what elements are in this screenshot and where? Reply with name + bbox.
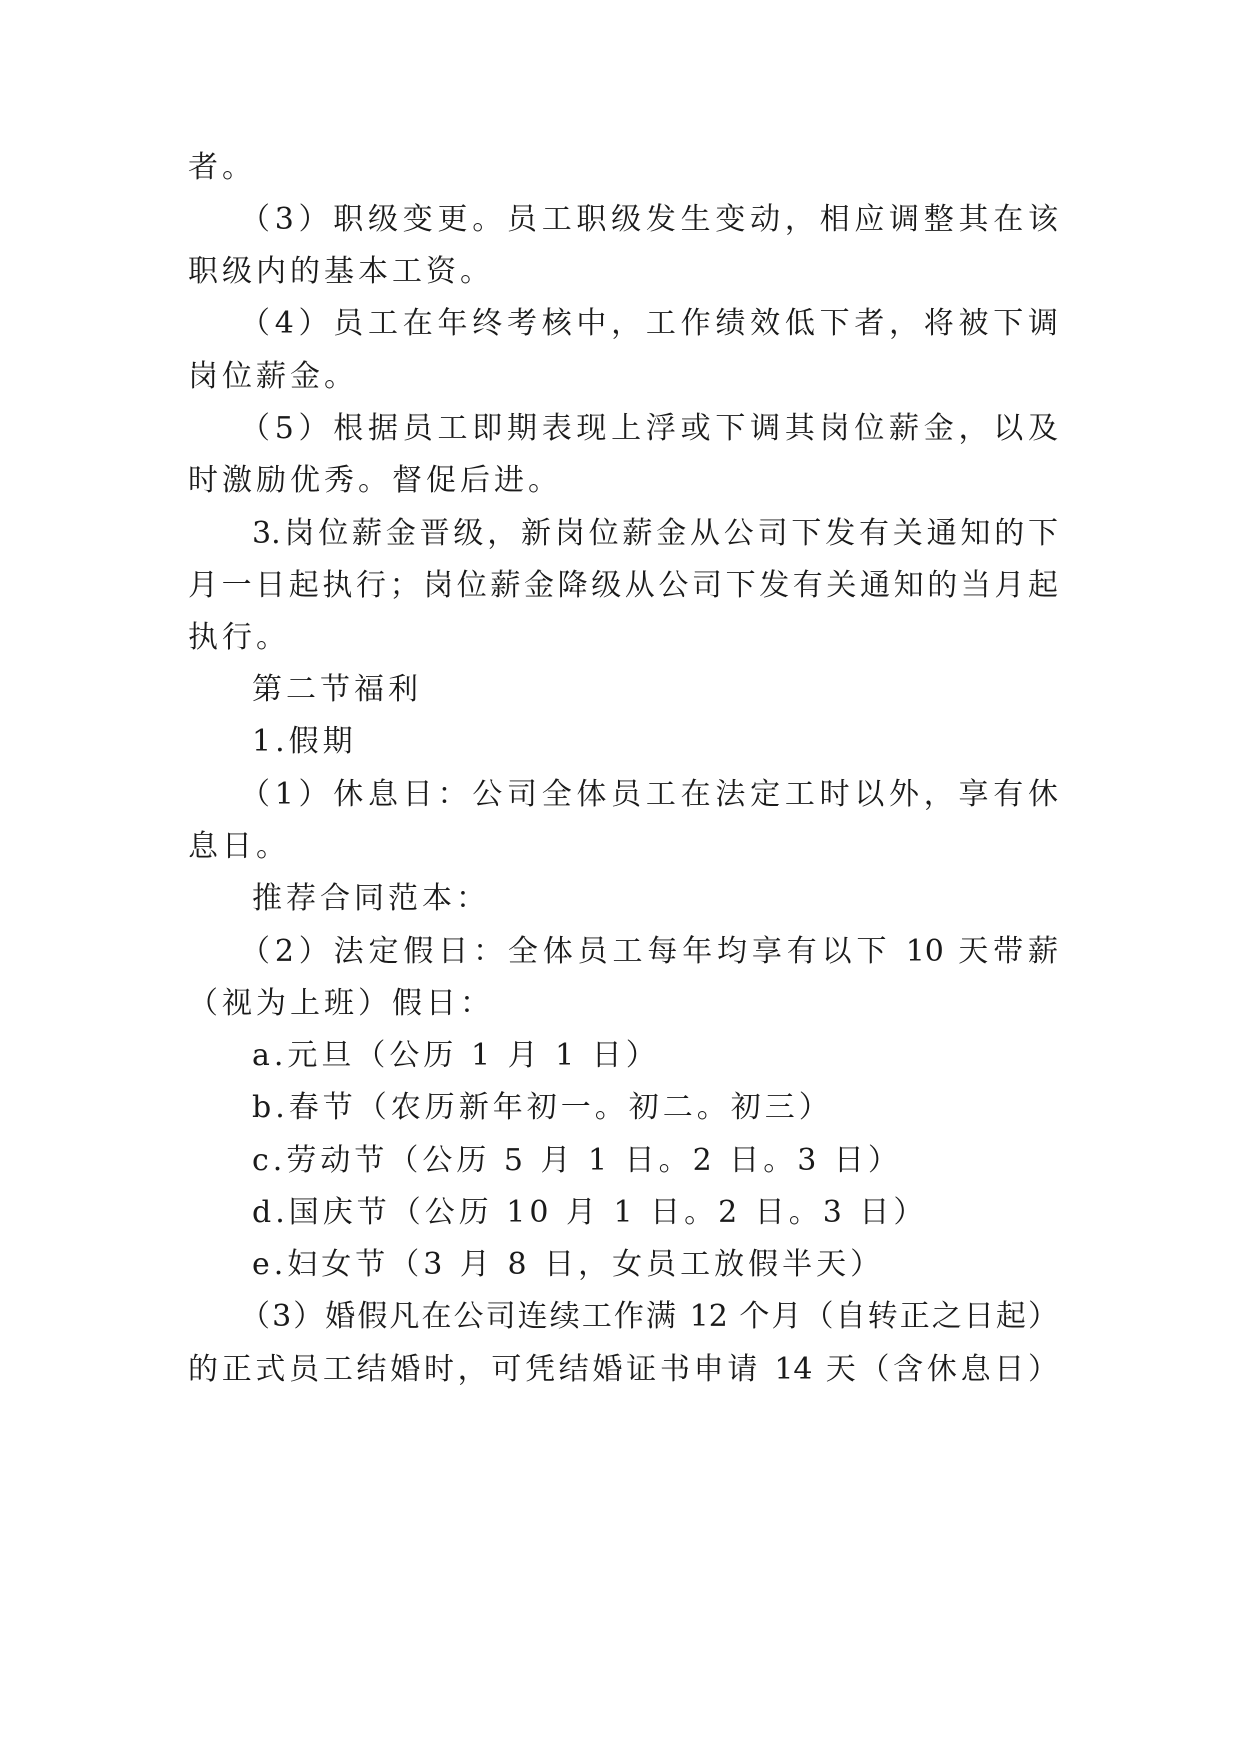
text-line: 职级内的基本工资。: [188, 254, 494, 289]
text-line: 的正式员工结婚时，可凭结婚证书申请 14 天（含休息日）: [188, 1352, 1058, 1387]
section-heading: 第二节福利: [252, 672, 422, 707]
list-item: a.元旦（公历 1 月 1 日）: [252, 1038, 660, 1073]
list-item: e.妇女节（3 月 8 日，女员工放假半天）: [252, 1247, 885, 1282]
list-item: b.春节（农历新年初一。初二。初三）: [252, 1090, 833, 1125]
text-line: （4）员工在年终考核中，工作绩效低下者，将被下调: [240, 306, 1058, 341]
text-line: （1）休息日：公司全体员工在法定工时以外，享有休: [240, 777, 1058, 812]
text-line: 执行。: [188, 620, 290, 655]
text-line: 3.岗位薪金晋级，新岗位薪金从公司下发有关通知的下: [252, 516, 1058, 551]
text-line: （3）婚假凡在公司连续工作满 12 个月（自转正之日起）: [240, 1299, 1058, 1334]
text-line: 时激励优秀。督促后进。: [188, 463, 562, 498]
list-item: c.劳动节（公历 5 月 1 日。2 日。3 日）: [252, 1143, 902, 1178]
text-line: 岗位薪金。: [188, 359, 358, 394]
text-line: 者。: [188, 150, 256, 185]
text-line: （3）职级变更。员工职级发生变动，相应调整其在该: [240, 202, 1058, 237]
text-line: 推荐合同范本：: [252, 881, 490, 916]
text-line: 月一日起执行；岗位薪金降级从公司下发有关通知的当月起: [188, 568, 1058, 603]
text-line: （5）根据员工即期表现上浮或下调其岗位薪金，以及: [240, 411, 1058, 446]
subsection-heading: 1.假期: [252, 724, 357, 759]
list-item: d.国庆节（公历 10 月 1 日。2 日。3 日）: [252, 1195, 928, 1230]
text-line: （视为上班）假日：: [188, 986, 494, 1021]
text-line: （2）法定假日：全体员工每年均享有以下 10 天带薪: [240, 934, 1058, 969]
text-line: 息日。: [188, 829, 290, 864]
